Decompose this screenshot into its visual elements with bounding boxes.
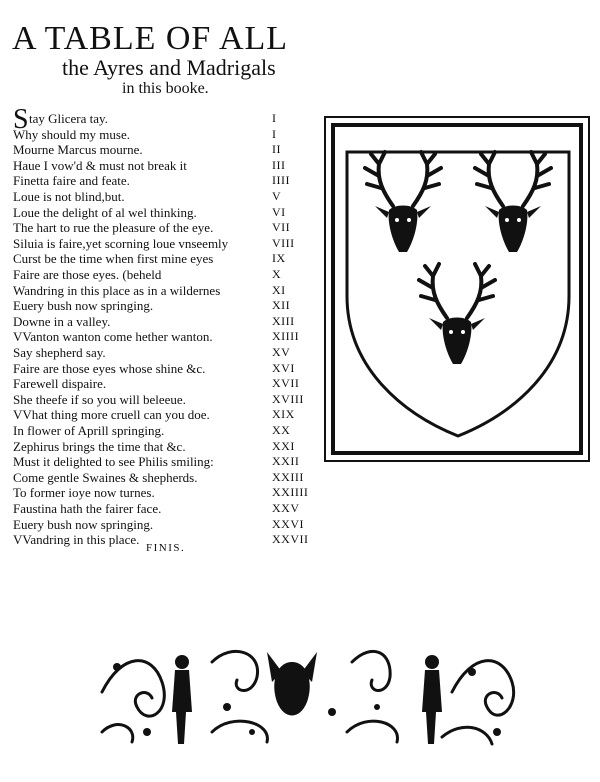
toc-entry-numeral: XII xyxy=(272,298,291,313)
toc-row xyxy=(13,297,313,314)
toc-entry-numeral: VIII xyxy=(272,235,295,250)
decorative-ornament-band xyxy=(92,632,522,752)
toc-entry-title: tay Glicera tay. xyxy=(29,111,108,126)
toc-row xyxy=(13,469,313,486)
toc-entry-numeral: XI xyxy=(272,282,286,297)
toc-row xyxy=(13,219,313,236)
toc-row xyxy=(13,438,313,455)
toc-entry-title: Mourne Marcus mourne. xyxy=(13,142,143,158)
toc-entry-title: Euery bush now springing. xyxy=(13,298,154,314)
toc-entry-title: Euery bush now springing. xyxy=(13,516,154,532)
toc-entry-title: Say shepherd say. xyxy=(13,345,106,360)
toc-entry-title: Must it delighted to see Philis smiling: xyxy=(13,454,214,470)
toc-entry-numeral: XXIII xyxy=(272,469,304,484)
toc-row xyxy=(13,360,313,377)
toc-entry-numeral: XXV xyxy=(272,501,300,515)
page-title: A TABLE OF ALL xyxy=(12,20,289,57)
drop-cap-initial: S xyxy=(13,104,29,135)
toc-entry-title: VVandring in this place. xyxy=(13,532,140,548)
toc-entry-title: Faire are those eyes. (beheld xyxy=(13,267,162,282)
toc-entry-numeral: XXVI xyxy=(272,516,304,531)
toc-entry-numeral: XXVII xyxy=(272,532,309,547)
toc-entry-numeral: IX xyxy=(272,251,286,266)
toc-entry-title: Siluia is faire,yet scorning loue vnseemly xyxy=(13,235,229,251)
toc-row xyxy=(13,344,313,361)
toc-entry-title: Curst be the time when first mine eyes xyxy=(13,251,214,267)
toc-entry-numeral: I xyxy=(272,111,277,125)
toc-entry-numeral: X xyxy=(272,267,282,281)
toc-row xyxy=(13,375,313,392)
toc-entry-title: Why should my muse. xyxy=(13,126,130,142)
toc-entry-numeral: XIII xyxy=(272,313,295,328)
toc-entry-numeral: III xyxy=(272,157,286,172)
toc-row xyxy=(13,235,313,252)
toc-row xyxy=(13,391,313,408)
toc-row xyxy=(13,250,313,267)
toc-entry-numeral: XIX xyxy=(272,407,295,422)
toc-row xyxy=(13,516,313,533)
toc-entry-numeral: XVII xyxy=(272,376,300,391)
toc-entry-numeral: XVI xyxy=(272,360,295,375)
toc-entry-title: Faustina hath the fairer face. xyxy=(13,501,162,516)
toc-entry-title: To former ioye now turnes. xyxy=(13,485,155,501)
toc-row xyxy=(13,282,313,299)
toc-row xyxy=(13,126,313,143)
toc-entry-title: Finetta faire and feate. xyxy=(13,173,130,189)
toc-entry-title: Zephirus brings the time that &c. xyxy=(13,438,186,454)
toc-entry-numeral: IIII xyxy=(272,173,290,188)
toc-entry-title: Farewell dispaire. xyxy=(13,376,107,392)
toc-entry-title: Downe in a valley. xyxy=(13,313,111,329)
toc-entry-numeral: V xyxy=(272,189,282,203)
toc-row xyxy=(13,422,313,439)
toc-row xyxy=(13,313,313,330)
toc-row xyxy=(13,500,313,517)
toc-entry-numeral: VII xyxy=(272,220,291,235)
toc-entry-title: Loue the delight of al wel thinking. xyxy=(13,204,197,220)
page-subtitle: the Ayres and Madrigals xyxy=(62,55,276,80)
toc-entry-numeral: XX xyxy=(272,423,291,437)
toc-entry-numeral: XV xyxy=(272,345,291,359)
toc-entry-title: In flower of Aprill springing. xyxy=(13,423,165,438)
toc-row xyxy=(13,188,313,205)
toc-entry-numeral: XIIII xyxy=(272,329,300,344)
toc-entry-numeral: II xyxy=(272,142,281,157)
toc-entry-title: Haue I vow'd & must not break it xyxy=(13,157,187,173)
toc-row xyxy=(13,453,313,470)
toc-entry-title: Wandring in this place as in a wildernes xyxy=(13,282,221,298)
toc-row xyxy=(13,172,313,189)
toc-row xyxy=(13,406,313,423)
finis-mark: FINIS. xyxy=(146,542,186,554)
toc-entry-numeral: XXI xyxy=(272,438,295,453)
toc-row xyxy=(13,484,313,501)
toc-entry-numeral: XVIII xyxy=(272,391,304,406)
toc-entry-title: VVhat thing more cruell can you doe. xyxy=(13,407,210,423)
toc-row xyxy=(13,157,313,174)
toc-entry-numeral: XXIIII xyxy=(272,485,309,500)
toc-row xyxy=(13,328,313,345)
toc-entry-numeral: XXII xyxy=(272,454,300,469)
toc-row xyxy=(13,141,313,158)
toc-entry-title: Come gentle Swaines & shepherds. xyxy=(13,469,198,485)
toc-entry-title: She theefe if so you will beleeue. xyxy=(13,391,186,407)
toc-row xyxy=(13,204,313,221)
toc-entry-title: Loue is not blind,but. xyxy=(13,189,125,204)
toc-entry-title: The hart to rue the pleasure of the eye. xyxy=(13,220,214,236)
toc-entry-title: Faire are those eyes whose shine &c. xyxy=(13,360,206,376)
page-subtitle-line-2: in this booke. xyxy=(122,80,209,97)
toc-row xyxy=(13,266,313,283)
toc-entry-numeral: VI xyxy=(272,204,286,219)
toc-entry-numeral: I xyxy=(272,126,277,141)
toc-entry-title: VVanton wanton come hether wanton. xyxy=(13,329,213,345)
coat-of-arms-shield xyxy=(343,146,573,442)
